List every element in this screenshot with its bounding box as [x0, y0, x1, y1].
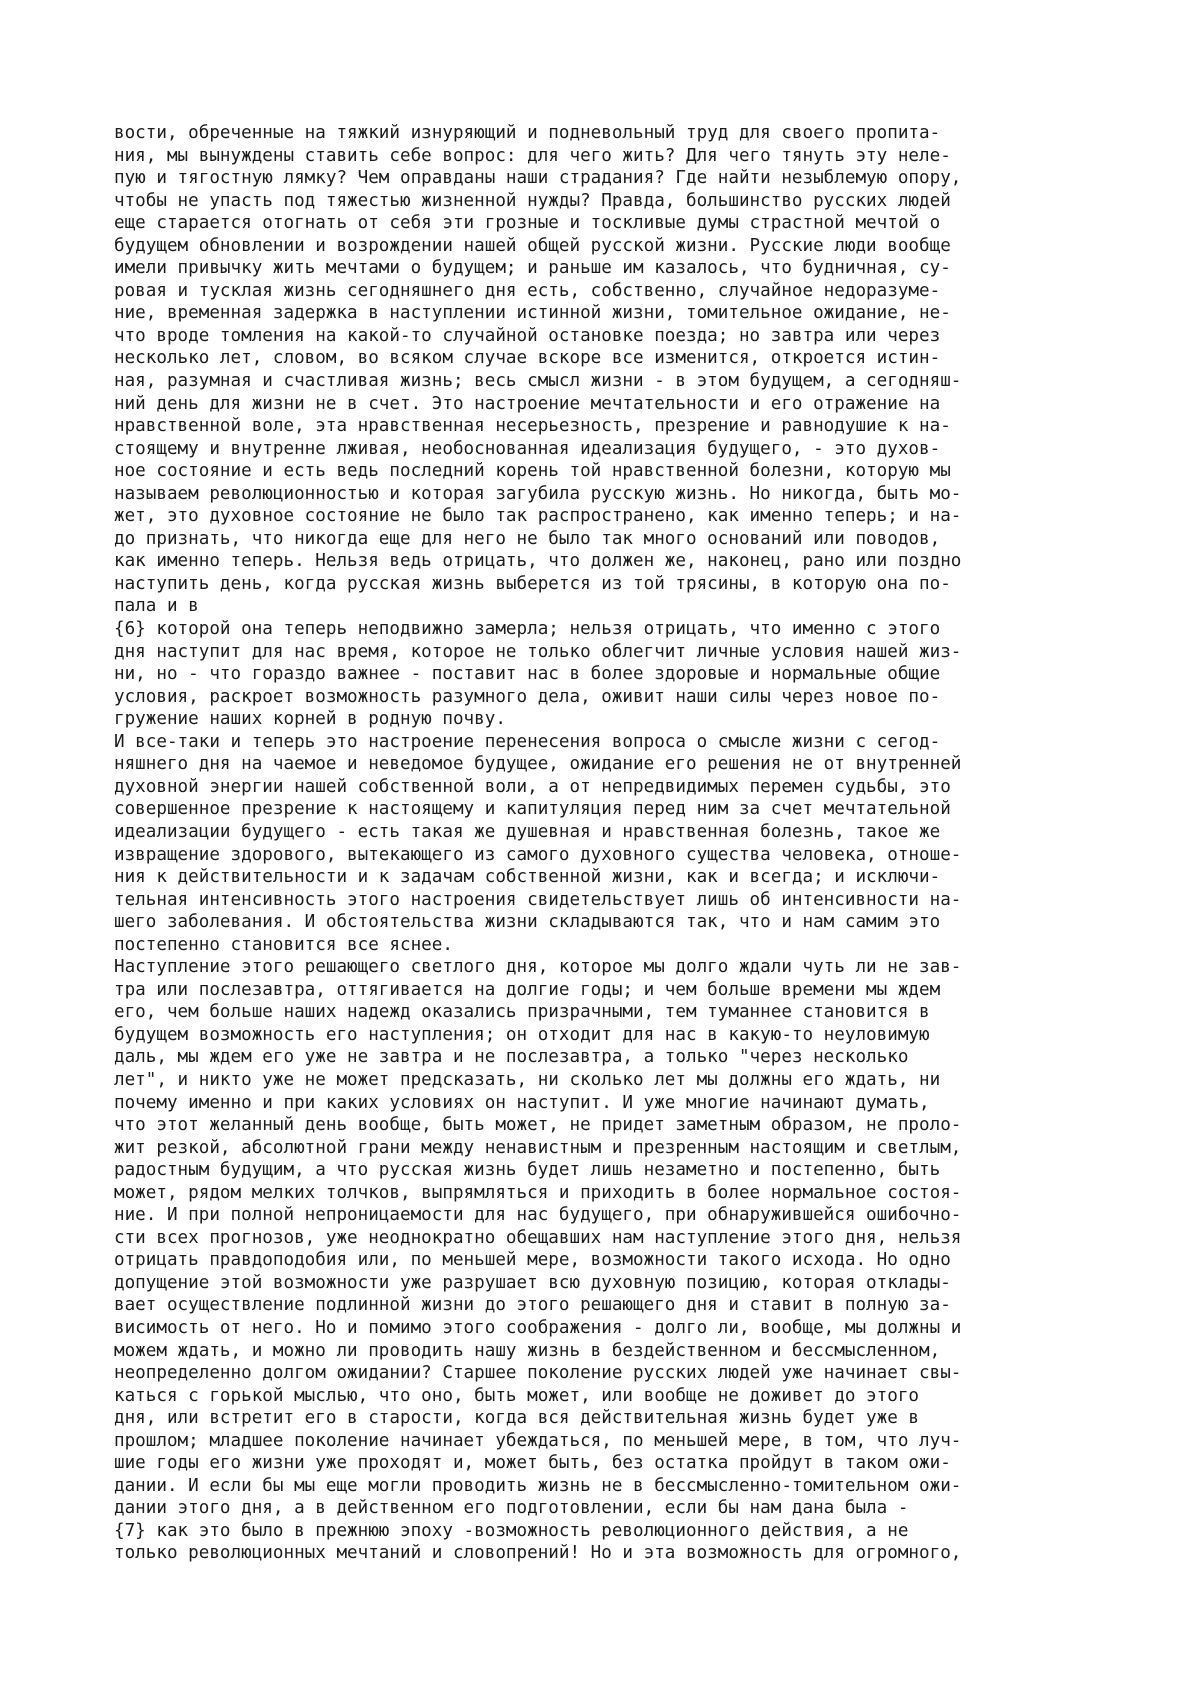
text-line: что этот желанный день вообще, быть может, не придет заметным образом, не проло-: [114, 1115, 962, 1136]
text-line: тельная интенсивность этого настроения свидетельствует лишь об интенсивности на-: [114, 889, 962, 910]
text-line: ния к действительности и к задачам собственной жизни, как и всегда; и исключи-: [114, 867, 941, 888]
text-line: дании этого дня, а в действенном его подготовлении, если бы нам дана была -: [114, 1498, 909, 1519]
text-line: чтобы не упасть под тяжестью жизненной нужды? Правда, большинство русских людей: [114, 190, 951, 211]
text-line: называем революционностью и которая загубила русскую жизнь. Но никогда, быть мо-: [114, 483, 962, 504]
text-line: жет, это духовное состояние не было так распространено, как именно теперь; и на-: [114, 506, 962, 527]
text-line: будущем возможность его наступления; он отходит для нас в какую-то неуловимую: [114, 1024, 930, 1045]
text-line: гружение наших корней в родную почву.: [114, 709, 506, 730]
text-line: как именно теперь. Нельзя ведь отрицать, что должен же, наконец, рано или поздно: [114, 551, 962, 572]
text-line: дня, или встретит его в старости, когда вся действительная жизнь будет уже в: [114, 1408, 920, 1429]
text-line: ние, временная задержка в наступлении истинной жизни, томительное ожидание, не-: [114, 303, 951, 324]
text-line: ни, но - что гораздо важнее - поставит нас в более здоровые и нормальные общие: [114, 664, 941, 685]
text-line: стоящему и внутренне лживая, необоснованная идеализация будущего, - это духов-: [114, 438, 941, 459]
text-line: можем ждать, и можно ли проводить нашу жизнь в бездейственном и бессмысленном,: [114, 1340, 941, 1361]
text-line: совершенное презрение к настоящему и капитуляция перед ним за счет мечтательной: [114, 799, 951, 820]
text-line: условия, раскроет возможность разумного дела, оживит наши силы через новое по-: [114, 686, 941, 707]
text-line: И все-таки и теперь это настроение перенесения вопроса о смысле жизни с сегод-: [114, 731, 941, 752]
text-line: будущем обновлении и возрождении нашей общей русской жизни. Русские люди вообще: [114, 235, 951, 256]
text-line: пую и тягостную лямку? Чем оправданы наши страдания? Где найти незыблемую опору,: [114, 168, 962, 189]
text-line: что вроде томления на какой-то случайной остановке поезда; но завтра или через: [114, 325, 941, 346]
document-body: [114, 122, 1114, 1565]
text-line: висимость от него. Но и помимо этого соображения - долго ли, вообще, мы должны и: [114, 1317, 962, 1338]
text-line: отрицать правдоподобия или, по меньшей мере, возможности такого исхода. Но одно: [114, 1250, 951, 1271]
text-line: может, рядом мелких толчков, выпрямляться и приходить в более нормальное состоя-: [114, 1182, 962, 1203]
text-line: неопределенно долгом ожидании? Старшее поколение русских людей уже начинает свы-: [114, 1363, 962, 1384]
text-line: только революционных мечтаний и словопрений! Но и эта возможность для огромного,: [114, 1543, 962, 1564]
text-line: ния, мы вынуждены ставить себе вопрос: для чего жить? Для чего тянуть эту неле-: [114, 145, 951, 166]
text-line: ное состояние и есть ведь последний корень той нравственной болезни, которую мы: [114, 461, 951, 482]
text-line: тра или послезавтра, оттягивается на долгие годы; и чем больше времени мы ждем: [114, 979, 941, 1000]
text-line: пала и в: [114, 596, 199, 617]
text-line: {7} как это было в прежнюю эпоху -возможность революционного действия, а не: [114, 1520, 909, 1541]
text-line: постепенно становится все яснее.: [114, 934, 453, 955]
text-line: наступить день, когда русская жизнь выберется из той трясины, в которую она по-: [114, 573, 951, 594]
text-line: до признать, что никогда еще для него не было так много оснований или поводов,: [114, 528, 941, 549]
text-line: {6} которой она теперь неподвижно замерла; нельзя отрицать, что именно с этого: [114, 619, 941, 640]
text-line: почему именно и при каких условиях он наступит. И уже многие начинают думать,: [114, 1092, 930, 1113]
text-line: его, чем больше наших надежд оказались призрачными, тем туманнее становится в: [114, 1002, 930, 1023]
text-line: няшнего дня на чаемое и неведомое будущее, ожидание его решения не от внутренней: [114, 754, 962, 775]
text-line: духовной энергии нашей собственной воли, а от непредвидимых перемен судьбы, это: [114, 776, 951, 797]
text-line: прошлом; младшее поколение начинает убеждаться, по меньшей мере, в том, что луч-: [114, 1430, 962, 1451]
text-line: допущение этой возможности уже разрушает всю духовную позицию, которая отклады-: [114, 1272, 951, 1293]
text-line: ний день для жизни не в счет. Это настроение мечтательности и его отражение на: [114, 393, 941, 414]
text-line: еще старается отогнать от себя эти грозные и тоскливые думы страстной мечтой о: [114, 213, 941, 234]
text-line: сти всех прогнозов, уже неоднократно обещавших нам наступление этого дня, нельзя: [114, 1227, 962, 1248]
text-line: ная, разумная и счастливая жизнь; весь смысл жизни - в этом будущем, а сегодняш-: [114, 371, 962, 392]
text-line: жит резкой, абсолютной грани между ненавистным и презренным настоящим и светлым,: [114, 1137, 962, 1158]
text-line: каться с горькой мыслью, что оно, быть может, или вообще не доживет до этого: [114, 1385, 920, 1406]
text-line: извращение здорового, вытекающего из самого духовного существа человека, отноше-: [114, 844, 962, 865]
text-line: ровая и тусклая жизнь сегодняшнего дня есть, собственно, случайное недоразуме-: [114, 280, 941, 301]
text-line: ние. И при полной непроницаемости для нас будущего, при обнаружившейся ошибочно-: [114, 1205, 962, 1226]
text-line: идеализации будущего - есть такая же душевная и нравственная болезнь, такое же: [114, 821, 941, 842]
text-line: дании. И если бы мы еще могли проводить жизнь не в бессмысленно-томительном ожи-: [114, 1475, 962, 1496]
text-line: вает осуществление подлинной жизни до этого решающего дня и ставит в полную за-: [114, 1295, 951, 1316]
text-line: радостным будущим, а что русская жизнь будет лишь незаметно и постепенно, быть: [114, 1160, 941, 1181]
text-line: шие годы его жизни уже проходят и, может быть, без остатка пройдут в таком ожи-: [114, 1453, 951, 1474]
text-line: даль, мы ждем его уже не завтра и не послезавтра, а только "через несколько: [114, 1047, 909, 1068]
text-line: нравственной воле, эта нравственная несерьезность, презрение и равнодушие к на-: [114, 416, 951, 437]
text-line: лет", и никто уже не может предсказать, ни сколько лет мы должны его ждать, ни: [114, 1069, 941, 1090]
text-line: несколько лет, словом, во всяком случае вскоре все изменится, откроется истин-: [114, 348, 941, 369]
text-line: шего заболевания. И обстоятельства жизни складываются так, что и нам самим это: [114, 912, 941, 933]
text-line: дня наступит для нас время, которое не только облегчит личные условия нашей жиз-: [114, 641, 962, 662]
text-line: имели привычку жить мечтами о будущем; и раньше им казалось, что будничная, су-: [114, 258, 951, 279]
text-line: вости, обреченные на тяжкий изнуряющий и подневольный труд для своего пропита-: [114, 123, 941, 143]
text-line: Наступление этого решающего светлого дня, которое мы долго ждали чуть ли не зав-: [114, 957, 962, 978]
